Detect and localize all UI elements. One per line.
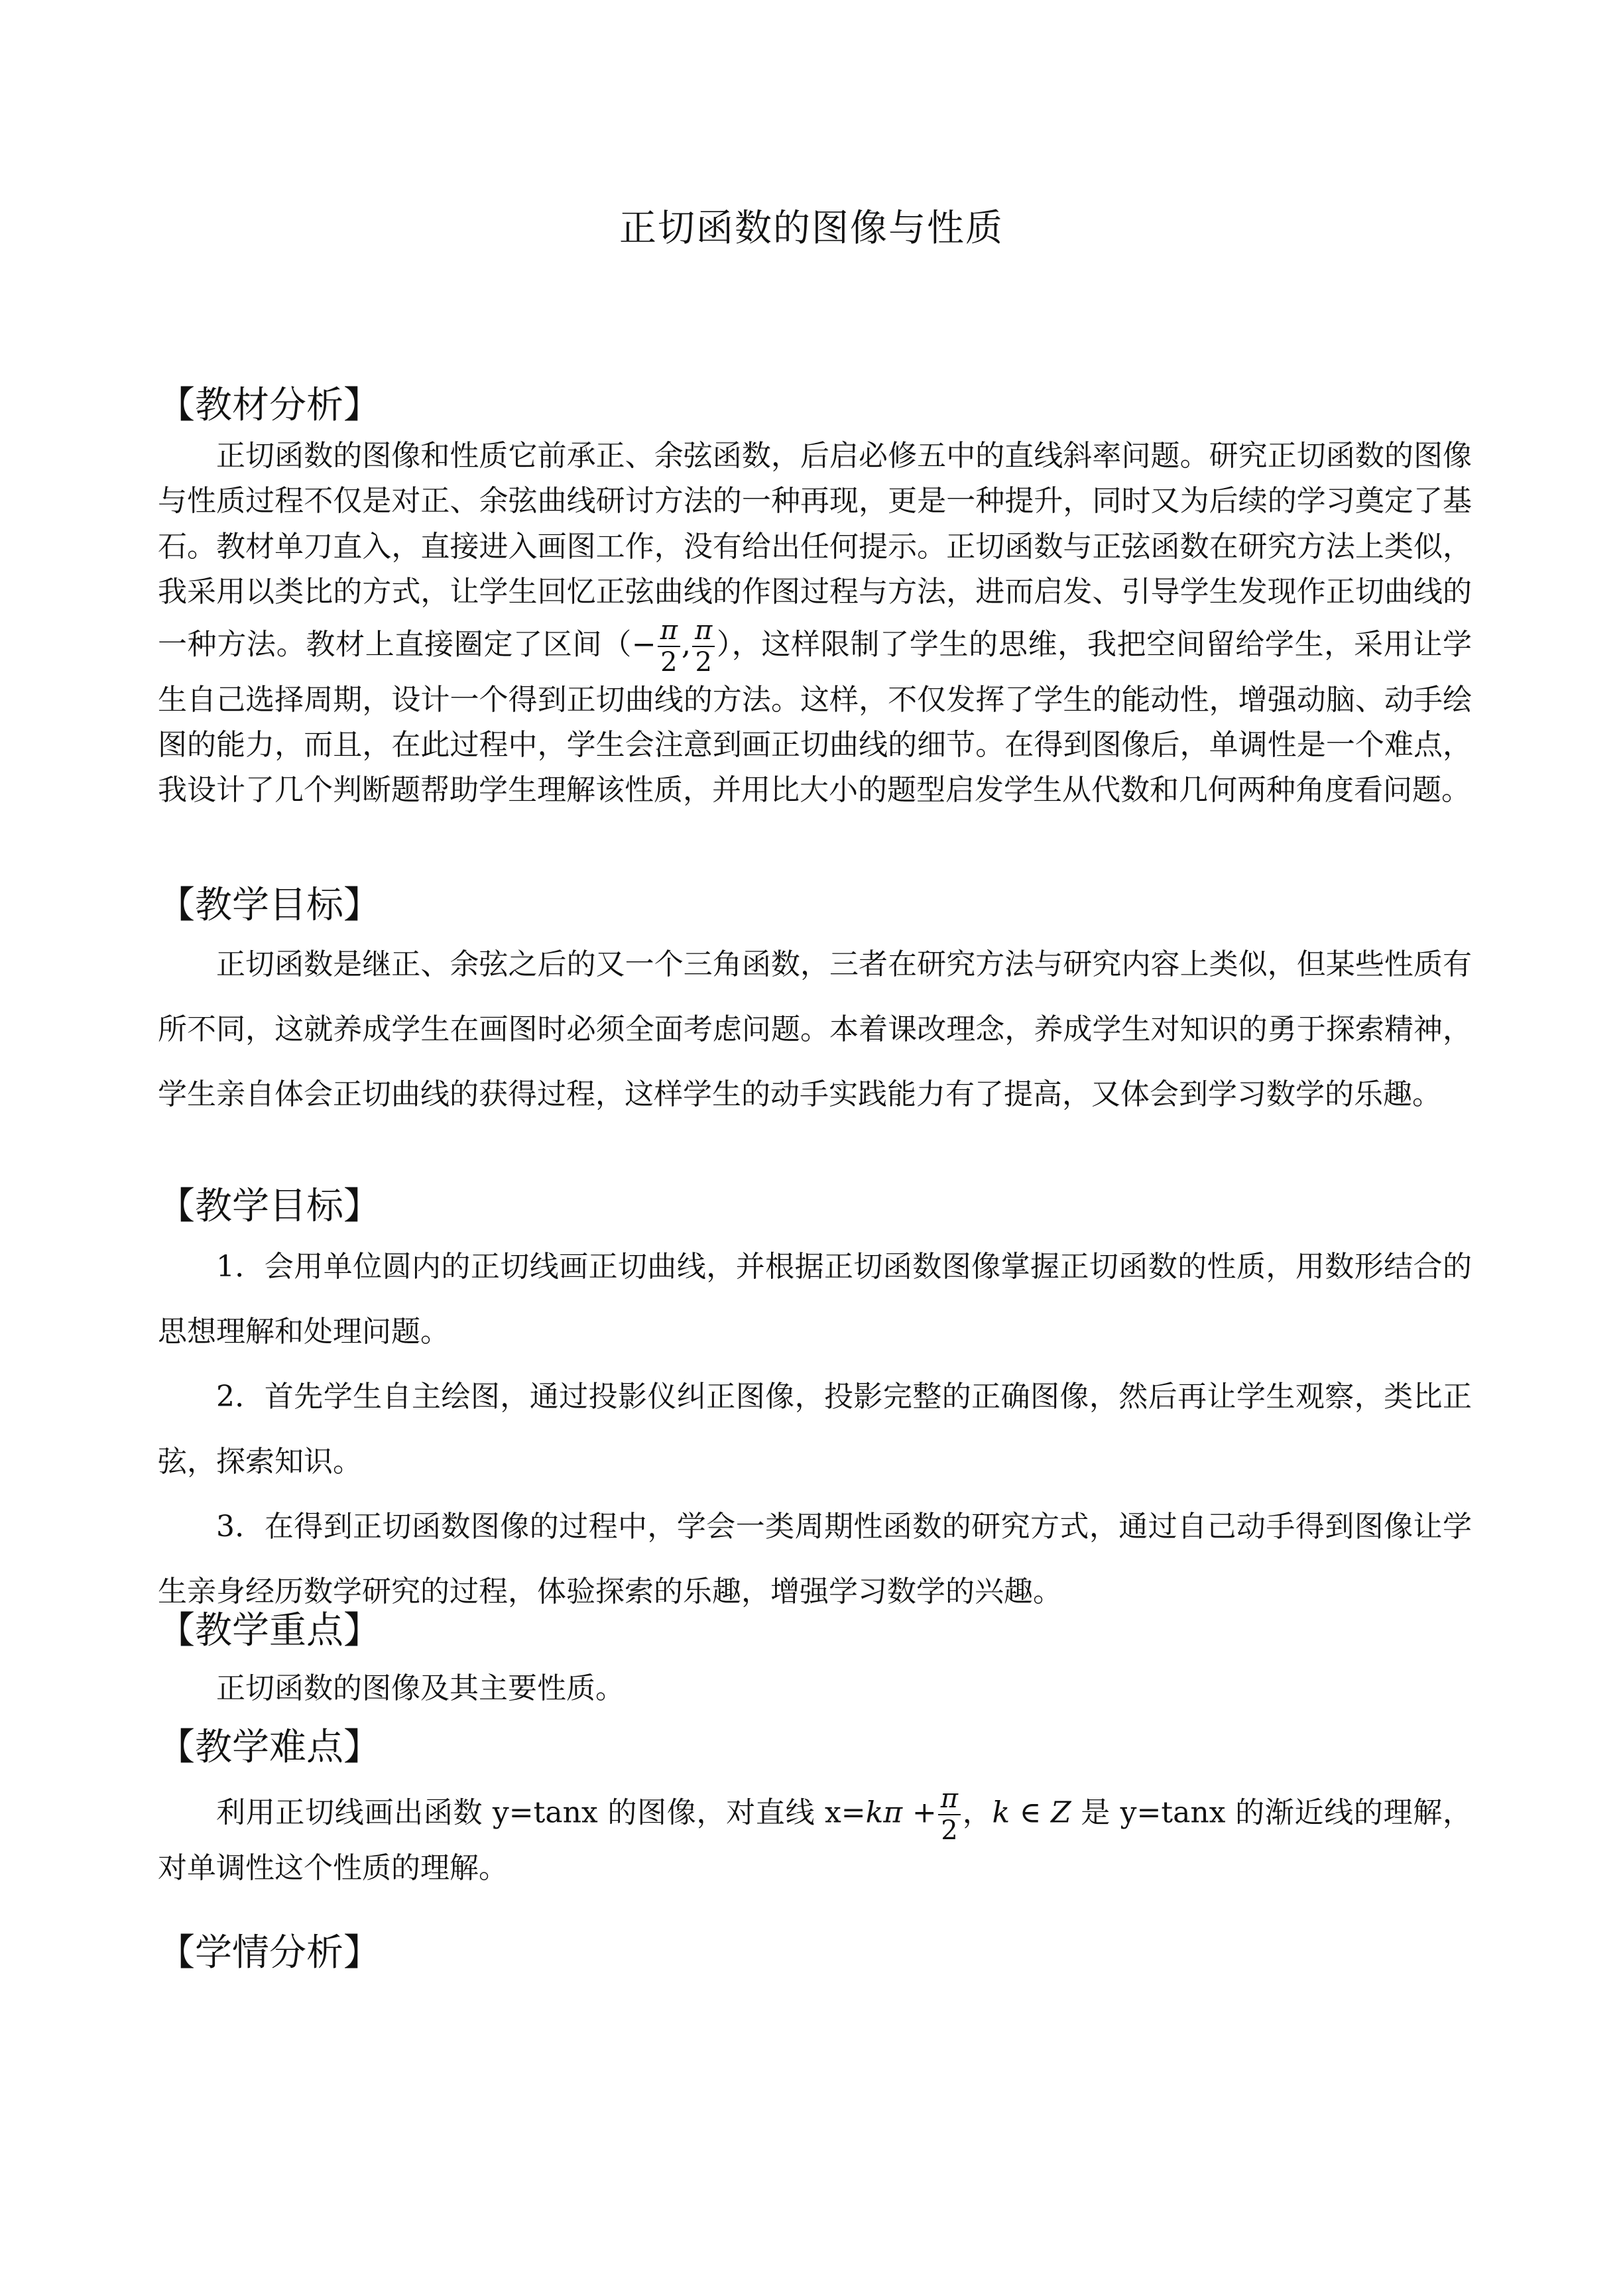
- key-points-text: 正切函数的图像及其主要性质。: [216, 1671, 625, 1705]
- difficult-points-text-part2: 是 y=tanx 的渐近线的理解，对单调性这个性质的理解。: [158, 1795, 1473, 1885]
- teaching-goals-text: 正切函数是继正、余弦之后的又一个三角函数，三者在研究方法与研究内容上类似，但某些性质有所不同，这就养成学生在画图时必须全面考虑问题。本着课改理念，养成学生对知识的勇于探索精神，学生亲自体会正切曲线的获得过程，这样学生的动手实践能力有了提高，又体会到学习数学的乐趣。: [158, 947, 1472, 1111]
- fraction-denominator: 2: [660, 646, 678, 678]
- section-heading-difficult-points: 【教学难点】: [158, 1726, 381, 1769]
- page-title: 正切函数的图像与性质: [619, 207, 1004, 250]
- fraction-denominator: 2: [695, 646, 712, 678]
- difficult-points-paragraph: [158, 1783, 1472, 1891]
- fraction-pi-over-2: [938, 1783, 961, 1846]
- textbook-analysis-text-part1: 正切函数的图像和性质它前承正、余弦函数，后启必修五中的直线斜率问题。研究正切函数的图像与性质过程不仅是对正、余弦曲线研讨方法的一种再现，更是一种提升，同时又为后续的学习奠定了基石。教材单刀直入，直接进入画图工作，没有给出任何提示。正切函数与正弦函数在研究方法上类似，我采用以类比的方式，让学生回忆正弦曲线的作图过程与方法，进而启发、引导学生发现作正切曲线的一种方法。教材上直接圈定了区间（: [158, 439, 1472, 662]
- fraction-numerator: π: [938, 1783, 961, 1815]
- section-heading-textbook-analysis: 【教材分析】: [158, 384, 381, 427]
- minus-sign: −: [631, 627, 656, 662]
- difficult-points-text-part1: 利用正切线画出函数 y=tanx 的图像，对直线 x=: [216, 1795, 866, 1830]
- teaching-goals-paragraph: [158, 932, 1472, 1127]
- interval-comma: ,: [682, 627, 691, 662]
- fraction-pi-over-2: [658, 615, 680, 678]
- separator-comma: ，: [962, 1795, 992, 1830]
- list-item: 1．会用单位圆内的正切线画正切曲线，并根据正切函数图像掌握正切函数的性质，用数形结合的思想理解和处理问题。: [158, 1250, 1472, 1349]
- list-item: 3．在得到正切函数图像的过程中，学会一类周期性函数的研究方式，通过自己动手得到图像让学生亲身经历数学研究的过程，体验探索的乐趣，增强学习数学的兴趣。: [158, 1510, 1472, 1608]
- k-pi-expression: kπ +: [865, 1795, 937, 1830]
- fraction-denominator: 2: [941, 1815, 958, 1846]
- fraction-numerator: π: [692, 615, 715, 647]
- section-heading-learner-analysis: 【学情分析】: [158, 1931, 381, 1974]
- key-points-paragraph: [158, 1656, 1472, 1721]
- textbook-analysis-text-part2: ），这样限制了学生的思维，我把空间留给学生，采用让学生自己选择周期，设计一个得到正切曲线的方法。这样，不仅发挥了学生的能动性，增强动脑、动手绘图的能力，而且，在此过程中，学生会注意到画正切曲线的细节。在得到图像后，单调性是一个难点，我设计了几个判断题帮助学生理解该性质，并用比大小的题型启发学生从代数和几何两种角度看问题。: [158, 627, 1473, 808]
- section-heading-teaching-goals: 【教学目标】: [158, 884, 381, 927]
- teaching-objectives-list: [158, 1235, 1472, 1624]
- fraction-pi-over-2: [692, 615, 715, 678]
- k-in-z-expression: k ∈ Z: [992, 1795, 1071, 1830]
- list-item: 2．首先学生自主绘图，通过投影仪纠正图像，投影完整的正确图像，然后再让学生观察，类比正弦，探索知识。: [158, 1380, 1472, 1479]
- section-heading-key-points: 【教学重点】: [158, 1609, 381, 1652]
- section-heading-teaching-objectives: 【教学目标】: [158, 1185, 381, 1228]
- fraction-numerator: π: [658, 615, 680, 647]
- textbook-analysis-paragraph: [158, 434, 1472, 814]
